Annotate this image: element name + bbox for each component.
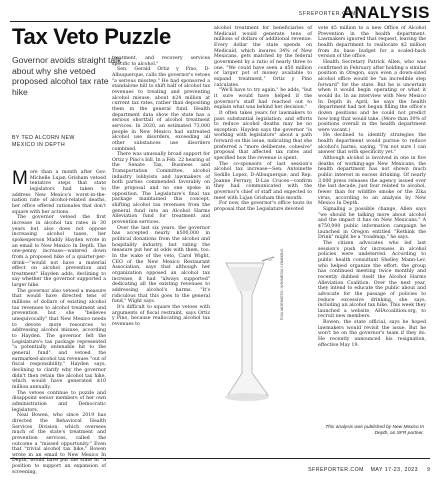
col4-p2: Health Secretary Patrick Allen, who was confirmed in February after holding a similar position in Oregon, says even a down-sized alcohol office would be "an incredible step forward" for the state. But he is uncertain when it would begin operating or what it would do. In an interview with New Mexico In Depth in April, he says the health department had not begun filling the office's dozen positions and he could not predict how long that would take. (More than 30% of positions overall in the health department were vacant.) (318, 59, 426, 133)
col1-p5: Neal Bowen, who since 2019 has directed the Behavioral Health Services Division, which oversees much of the state's treatment and prevention services, called the outcome a "missed opportunity." Even that "trivial alcohol tax hike," Bowen wrote in an email to New Mexico In Depth, would have put the state in "a position to support an expansion of screening, (12, 413, 106, 475)
deck: Governor avoids straight talk about why she vetoed proposed alcohol tax rate hike (12, 55, 122, 97)
col4-p7: Bowen, the state official, says he hoped lawmakers would revisit the issue. But he won't be on the governor's team if they do. He recently announced his resignation, effective May 19. (318, 320, 426, 348)
footer-bar (10, 458, 430, 473)
column-2 (112, 56, 210, 454)
col4-p5: Signaling a possible change, Allen says "we should be talking more about alcohol and the impact it has on New Mexicans." A $750,000 public information campaign he launched in Oregon entitled "Rethink the Drink" might be a "roadmap," he says. (318, 207, 426, 241)
col2-p4: Over the last six years, the governor has accepted nearly $500,000 in political donations from the alcohol and hospitality industry, but rating the measure put her at odds with them, too. In the wake of the veto, Carol Wight, CEO of the New Mexico Restaurant Association, says that although her organization opposed an alcohol tax increase, it had "always supported" dedicating all the existing revenues to addressing alcohol's harms. "It's ridiculous that this goes to the general fund," Wight says. (112, 225, 210, 305)
end-note: This analysis was published by New Mexico In Depth, an SFR partner. (325, 425, 424, 436)
col1-p2: The governor vetoed the first increase in alcohol tax rates in 30 years but also does not oppose increasing alcohol taxes, her spokesperson Maddy Hayden wrote in an email to New Mexico In Depth. The one-penny increase—watered down from a proposed hike of a quarter-per-drink—"would not have a material effect on alcohol prevention and treatment" Hayden adds, declining to say whether the governor supported a larger hike. (12, 215, 106, 289)
col3-p3: It often takes years for lawmakers to pass substantial legislation, and efforts to reduce alcohol deaths may be no exception. Hayden says the governor "is working with legislators" about a path forward on this issue, indicating that she preferred a "more deliberate, cohesive" proposal that affected tax rates and specified how the revenue is spent. (214, 110, 312, 162)
col2-p5: It's difficult to square the vetoes with arguments of fiscal restraint, says Ortiz y Pino, because reallocating alcohol tax revenues to (112, 304, 210, 327)
section-label: ANALYSIS (341, 3, 430, 22)
byline: BY TED ALCORN NEW MEXICO IN DEPTH (12, 135, 75, 148)
col2-p3: There was unusually broad support for Ortiz y Pino's bill. In a Feb. 22 hearing of the Senate Tax, Business and Transportation Committee, alcohol industry lobbyists and lawmakers of both parties commended favorably on the proposal and no one spoke in opposition. The Legislature's final tax package maintained this concept, shifting alcohol tax revenues from the general fund into an Alcohol Harms Alleviation fund for treatment and prevention services. (112, 152, 210, 226)
col4-p4: Although alcohol is involved in one in five deaths of working-age New Mexicans, the health department has not shown much public interest in excess drinking. Of nearly 3,000 press releases the agency issued over the last decade, just four related to alcohol, fewer than for wildfire smoke or the Zika virus, according to an analysis by New Mexico In Depth. (318, 156, 426, 207)
col3-p2: "We'll have to try again," he adds, "but it sure would have helped if the governor's staff had reached out to explain what was behind her decision." (214, 88, 312, 111)
col3-p5: For now, the governor's office touts its proposal that the Legislature devoted (214, 201, 312, 212)
page-number: 9 (427, 467, 430, 473)
col2-p2: Sen. Gerald Ortiz y Pino, D-Albuquerque, calls the governor's vetoes "a serious misstep." He had sponsored a standalone bill to shift half of alcohol tax revenues to treating and preventing alcohol misuse, about $24 million at current tax rates, rather than depositing them in the general fund. Health department data show the state has a serious shortfall of alcohol treatment services. In 2020, an estimated 73,000 people in New Mexico had untreated alcohol use disorders, exceeding all other substances use disorders combined. (112, 67, 210, 152)
header-bar (10, 3, 430, 22)
drop-cap: M (12, 168, 28, 189)
headline: Tax Veto Puzzle (12, 24, 171, 49)
issue-date: MAY 17-23, 2023 (370, 467, 418, 473)
site-url[interactable]: SFREPORTER.COM (298, 11, 356, 17)
footer-site-url[interactable]: SFREPORTER.COM (308, 467, 364, 473)
col4-p3: He declined to identify strategies the health department would pursue to reduce alcohol's harms, saying, "I'm not sure I can answer that with specificity yet." (318, 133, 426, 156)
col2-p1: treatment, and recovery services specific to alcohol." (112, 56, 210, 67)
photo-credit: RISA MORIMOTO / WIKIMEDIA COMMONS (280, 248, 284, 320)
col3-p1: alcohol treatment for beneficiaries of Medicaid would generate tens of millions of dollars of additional revenue. Every dollar the state spends on Medicaid, which insures 34% of New Mexicans, gets matched by the federal government by a ratio of nearly three to one. "We could have seen a $50 million or larger pot of money available to expand treatment," Ortiz y Pino calculates. (214, 26, 312, 88)
column-3 (214, 26, 312, 256)
col3-p4: The co-sponsors of last session's alcohol tax increase—Sen. Antoinette Sedillo Lopez, D-Albuquerque, and Rep. Joanne Ferrary, D-Las Cruces—confirm they had communicated with the governor's chief of staff and expected to meet with Lujan Grisham this month. (214, 161, 312, 201)
col4-p6: The citizen advocates who led last session's push for increases in alcohol policies were undeterred. According to public health consultant Shelley Mann-Lev, who helped organize the effort, the group has continued meeting twice monthly and recently dubbed itself the Alcohol Harms Alleviation Coalition. Over the next year, they intend to educate the public about and advocate for the passage of policies to reduce excessive drinking, she says, including an alcohol tax hike. This week they launched a website, AHAcoalition.org, to recruit new members. (318, 240, 426, 320)
column-1 (12, 168, 106, 475)
col1-p4: The vetoes continue to puzzle and disappoint senior members of her own administration and Democratic legislators. (12, 390, 106, 413)
col1-p1: ore than a month after Gov. Michelle Lujan Grisham vetoed tentative steps that state legislators had taken to address New Mexico's worst-in-the-nation rate of alcohol-related deaths, her office offered rationales that don't square with her actions. (12, 170, 106, 215)
column-4 (318, 26, 426, 426)
col1-p3: The governor also vetoed a measure that would have directed tens of millions of dollars of existing alcohol tax revenues to alcohol treatment and prevention but she "believes unequivocally" that New Mexico needs to devote more resources to addressing alcohol misuse, according to Hayden. The governor felt the Legislature's tax package represented "a potentially untenable hit to the general fund" and vetoed the earmarked-alcohol tax revenues "out of fiscal responsibility," Hayden says, declining to clarify why the governor didn't then retain the alcohol tax hike, which would have generated $10 million annually. (12, 288, 106, 390)
col4-p1: vote $5 million to a new Office of Alcohol Prevention in the health department. Lawmakers ignored that request, leaving the health department to reallocate $2 million from its base budget for a scaled-back version of the office. (318, 26, 426, 60)
